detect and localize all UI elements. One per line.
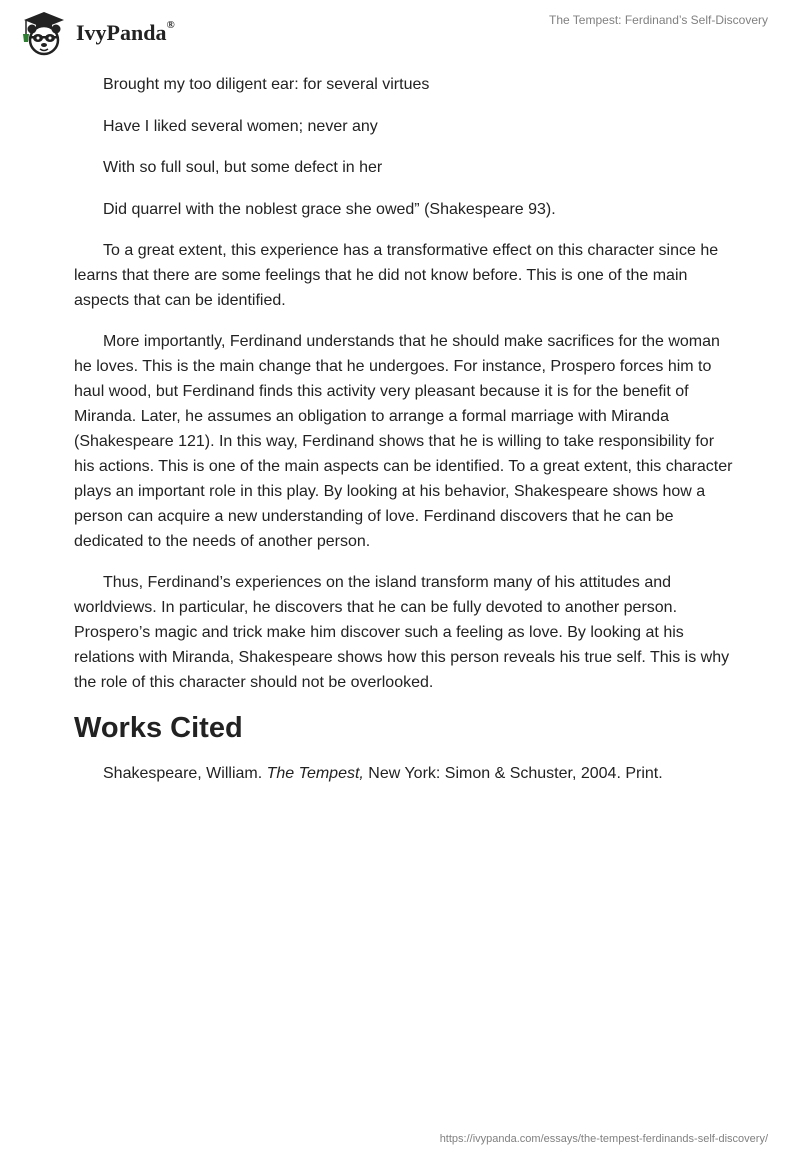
source-url[interactable]: https://ivypanda.com/essays/the-tempest-ferdinands-self-discovery/ xyxy=(439,1133,768,1145)
body-paragraph: To a great extent, this experience has a transformative effect on this character since he learns that there are some feelings that he did not know before. This is one of the main aspects that can be identified. xyxy=(74,242,719,309)
registered-mark: ® xyxy=(166,18,175,31)
quote-line: Brought my too diligent ear: for several virtues xyxy=(103,76,430,93)
quote-line: Did quarrel with the noblest grace she owed” (Shakespeare 93). xyxy=(103,200,556,218)
ivypanda-logo[interactable] xyxy=(14,8,175,56)
panda-graduate-icon xyxy=(14,8,74,56)
brand-name: IvyPanda® xyxy=(76,18,175,45)
page-header xyxy=(0,0,800,62)
body-paragraph: More importantly, Ferdinand understands that he should make sacrifices for the woman he loves. This is the main change that he undergoes. For instance, Prospero forces him to haul wood, but Ferdinand finds this activity very pleasant because it is for the benefit of Miranda. Later, he assumes an obligation to arrange a formal marriage with Miranda (Shakespeare 121). In this way, Ferdinand shows that he is willing to take responsibility for his actions. This is one of the main aspects can be identified. To a great extent, this character plays an important role in this play. By looking at his behavior, Shakespeare shows how a person can acquire a new understanding of love. Ferdinand discovers that he can be dedicated to the needs of another person. xyxy=(74,333,733,550)
citation-entry xyxy=(74,761,734,786)
essay-body xyxy=(74,72,734,786)
works-cited-heading: Works Cited xyxy=(74,712,243,744)
body-paragraph: Thus, Ferdinand’s experiences on the island transform many of his attitudes and worldviews. In particular, he discovers that he can be fully devoted to another person. Prospero’s magic and trick make him discover such a feeling as love. By looking at his relations with Miranda, Shakespeare shows how this person reveals his true self. This is why the role of this character should not be overlooked. xyxy=(74,574,730,691)
quote-line: Have I liked several women; never any xyxy=(103,117,378,135)
citation-publisher: New York: Simon & Schuster, 2004. Print. xyxy=(363,765,663,782)
quote-line: With so full soul, but some defect in her xyxy=(103,159,383,176)
citation-title: The Tempest, xyxy=(266,765,364,782)
citation-author: Shakespeare, William. xyxy=(103,765,267,782)
document-title: The Tempest: Ferdinand’s Self-Discovery xyxy=(549,13,768,27)
